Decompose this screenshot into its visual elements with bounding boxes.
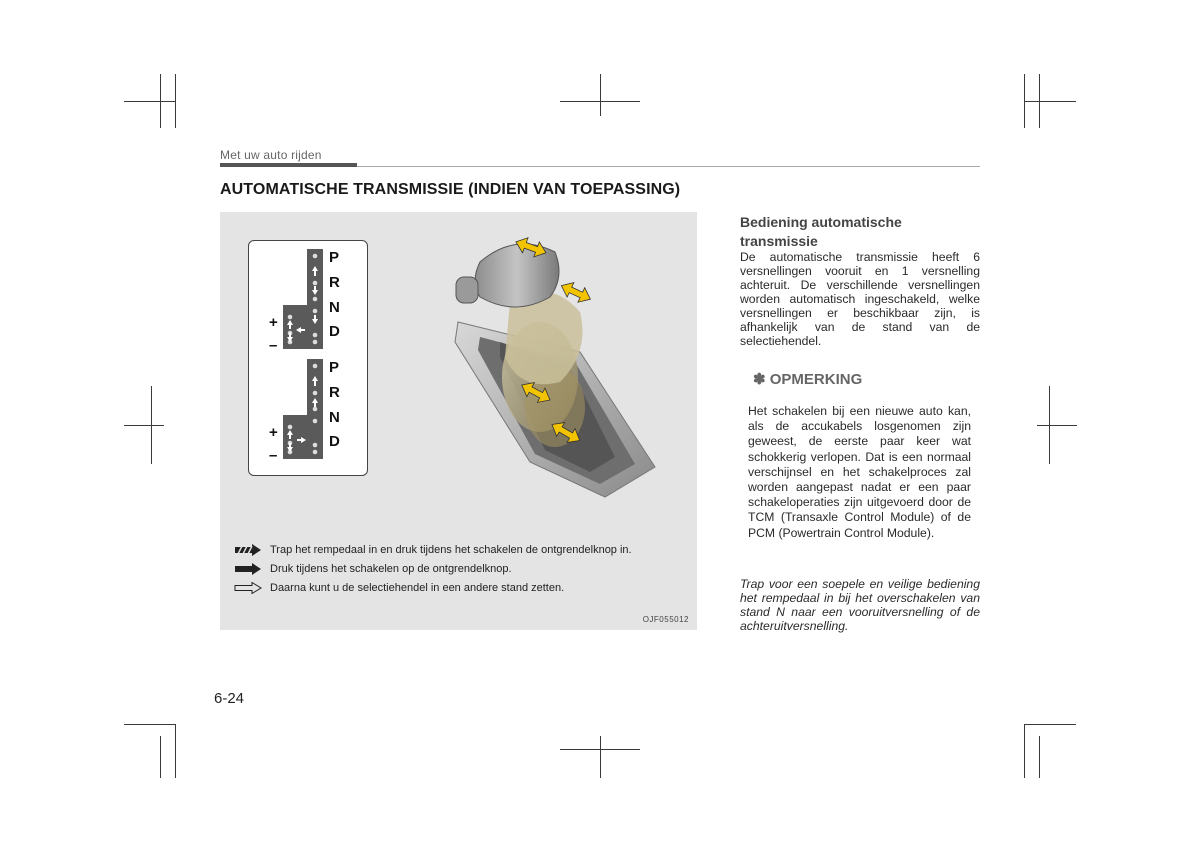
crop-mark	[1049, 386, 1050, 464]
crop-mark	[175, 724, 176, 778]
gear-letter: P	[329, 359, 340, 376]
crop-mark	[175, 74, 176, 128]
figure-code: OJF055012	[642, 615, 689, 624]
legend-item	[234, 582, 564, 594]
minus-sign: –	[269, 447, 278, 464]
shift-lever-illustration	[440, 232, 700, 532]
shift-gate-icon	[249, 241, 367, 475]
crop-mark	[124, 101, 176, 102]
italic-paragraph: Trap voor een soepele en veilige bediening het rempedaal in bij het overschakelen van stand N naar een vooruitversnelling of de achteruitversnelling.	[740, 577, 980, 633]
crop-mark	[1039, 736, 1040, 778]
crop-mark	[1024, 74, 1025, 128]
crop-mark	[1039, 74, 1040, 128]
shift-gate-diagram	[248, 240, 368, 476]
gear-letter: D	[329, 433, 340, 450]
plus-sign: +	[269, 424, 278, 441]
minus-sign: –	[269, 337, 278, 354]
plus-sign: +	[269, 314, 278, 331]
crop-mark	[600, 74, 601, 116]
gear-letter: N	[329, 299, 340, 316]
legend-item	[234, 563, 512, 575]
legend-text: Daarna kunt u de selectiehendel in een andere stand zetten.	[270, 582, 565, 594]
gear-letter: N	[329, 409, 340, 426]
crop-mark	[1024, 724, 1025, 778]
note-text: Het schakelen bij een nieuwe auto kan, als de accukabels losgenomen zijn geweest, de eerste paar keer wat schokkerig verlopen. Dat is een normaal verschijnsel en het schakelproces zal worden aangepast nadat er een paar schakeloperaties zijn uitgevoerd door de TCM (Transaxle Control Module) of de PCM (Powertrain Control Module).	[748, 404, 971, 540]
header-rule	[220, 163, 357, 167]
page-number: 6-24	[214, 690, 245, 707]
crop-mark	[600, 736, 601, 778]
gear-letter: R	[329, 384, 340, 401]
crop-mark	[124, 724, 176, 725]
solid-arrow-icon	[234, 563, 262, 575]
crop-mark	[160, 74, 161, 128]
subsection-title: Bediening automatische transmissie	[740, 214, 902, 249]
body-paragraph: De automatische transmissie heeft 6 versnellingen vooruit en 1 versnelling achteruit. De verschillende versnellingen worden automatisch ingeschakeld, welke versnellingen er beschikbaar zijn, is afhankelijk van de stand van de selectiehendel.	[740, 250, 980, 348]
section-label: Met uw auto rijden	[220, 148, 322, 162]
crop-mark	[1024, 724, 1076, 725]
hatched-arrow-icon	[234, 544, 262, 556]
page-title: AUTOMATISCHE TRANSMISSIE (INDIEN VAN TOEPASSING)	[220, 181, 681, 198]
header-rule	[357, 166, 980, 167]
shift-lever-figure	[220, 212, 697, 630]
crop-mark	[1024, 101, 1076, 102]
legend-item	[234, 544, 632, 556]
crop-mark	[124, 425, 164, 426]
note-title: ✽ OPMERKING	[753, 371, 863, 388]
legend-text: Trap het rempedaal in en druk tijdens het schakelen de ontgrendelknop in.	[270, 544, 632, 556]
crop-mark	[160, 736, 161, 778]
gear-letter: P	[329, 249, 340, 266]
outline-arrow-icon	[234, 582, 262, 594]
legend-text: Druk tijdens het schakelen op de ontgrendelknop.	[270, 563, 512, 575]
gear-letter: R	[329, 274, 340, 291]
gear-letter: D	[329, 323, 340, 340]
crop-mark	[151, 386, 152, 464]
crop-mark	[1037, 425, 1077, 426]
